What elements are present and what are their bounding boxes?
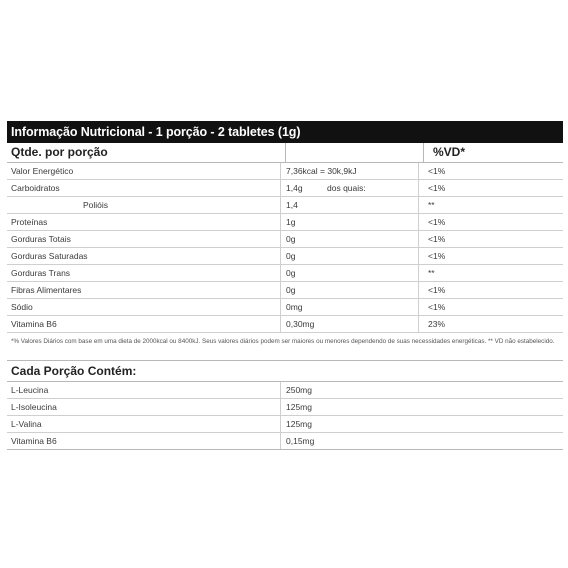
nutrient-amount-cell <box>281 282 419 298</box>
nutrient-amount-cell <box>281 316 419 332</box>
table-row <box>7 248 563 265</box>
nutrient-vd: <1% <box>428 166 446 176</box>
header-vd-label: %VD* <box>433 145 466 159</box>
table-row <box>7 180 563 197</box>
nutrient-name: Gorduras Totais <box>7 231 281 247</box>
nutrient-amount-cell <box>281 248 419 264</box>
nutrient-amount-cell <box>281 231 419 247</box>
nutrient-name: Sódio <box>7 299 281 315</box>
nutrient-name: Polióis <box>7 197 281 213</box>
nutrient-vd: 23% <box>428 319 446 329</box>
nutrient-amount: 1g <box>286 217 296 227</box>
nutrient-amount: 0,30mg <box>286 319 315 329</box>
nutrient-amount: 0g <box>286 251 296 261</box>
nutrient-vd: <1% <box>428 302 446 312</box>
table-row <box>7 316 563 333</box>
table-row <box>7 231 563 248</box>
nutrient-vd: <1% <box>428 285 446 295</box>
nutrient-amount-cell <box>281 163 419 179</box>
nutrient-amount-cell <box>281 197 419 213</box>
table-row <box>7 265 563 282</box>
nutrient-amount-cell <box>281 180 419 196</box>
nutrient-name: Carboidratos <box>7 180 281 196</box>
content-name: L-Valina <box>7 416 281 432</box>
table-header-row <box>7 143 563 163</box>
nutrition-table <box>7 121 563 450</box>
nutrient-name: Fibras Alimentares <box>7 282 281 298</box>
table-row <box>7 399 563 416</box>
nutrient-name: Proteínas <box>7 214 281 230</box>
table-footnote: *% Valores Diários com base em uma dieta de 2000kcal ou 8400kJ. Seus valores diários podem ser maiores ou menores dependendo de suas necessidades energéticas. ** VD não estabelecido. <box>7 333 563 361</box>
table-row <box>7 197 563 214</box>
nutrient-rows <box>7 163 563 333</box>
nutrient-name: Valor Energético <box>7 163 281 179</box>
nutrient-amount: 7,36kcal = 30k,9kJ <box>286 166 357 176</box>
content-name: Vitamina B6 <box>7 433 281 449</box>
table-row <box>7 416 563 433</box>
content-amount: 250mg <box>286 385 312 395</box>
nutrient-vd: <1% <box>428 251 446 261</box>
nutrient-extra-note: dos quais: <box>327 183 366 193</box>
nutrient-amount: 0mg <box>286 302 303 312</box>
nutrient-amount: 1,4g <box>286 183 303 193</box>
nutrient-amount-cell <box>281 214 419 230</box>
table-title: Informação Nutricional - 1 porção - 2 tabletes (1g) <box>7 121 563 143</box>
nutrient-name: Vitamina B6 <box>7 316 281 332</box>
content-name: L-Isoleucina <box>7 399 281 415</box>
nutrient-vd: <1% <box>428 217 446 227</box>
nutrient-amount-cell <box>281 265 419 281</box>
nutrient-amount: 0g <box>286 234 296 244</box>
nutrient-vd: <1% <box>428 234 446 244</box>
table-row <box>7 282 563 299</box>
nutrient-vd: ** <box>428 268 435 278</box>
nutrient-amount-cell <box>281 299 419 315</box>
header-quantity-label: Qtde. por porção <box>7 143 286 162</box>
nutrient-amount: 1,4 <box>286 200 298 210</box>
nutrient-amount: 0g <box>286 285 296 295</box>
table-row <box>7 299 563 316</box>
table-row <box>7 382 563 399</box>
section-title: Cada Porção Contém: <box>7 361 563 382</box>
nutrient-name: Gorduras Saturadas <box>7 248 281 264</box>
table-row <box>7 433 563 450</box>
nutrient-vd: ** <box>428 200 435 210</box>
content-amount: 125mg <box>286 419 312 429</box>
content-amount: 125mg <box>286 402 312 412</box>
header-empty-cell <box>286 143 424 162</box>
nutrient-name: Gorduras Trans <box>7 265 281 281</box>
table-row <box>7 163 563 180</box>
nutrient-vd: <1% <box>428 183 446 193</box>
content-amount: 0,15mg <box>286 436 315 446</box>
table-row <box>7 214 563 231</box>
nutrient-amount: 0g <box>286 268 296 278</box>
content-name: L-Leucina <box>7 382 281 398</box>
content-rows <box>7 382 563 450</box>
